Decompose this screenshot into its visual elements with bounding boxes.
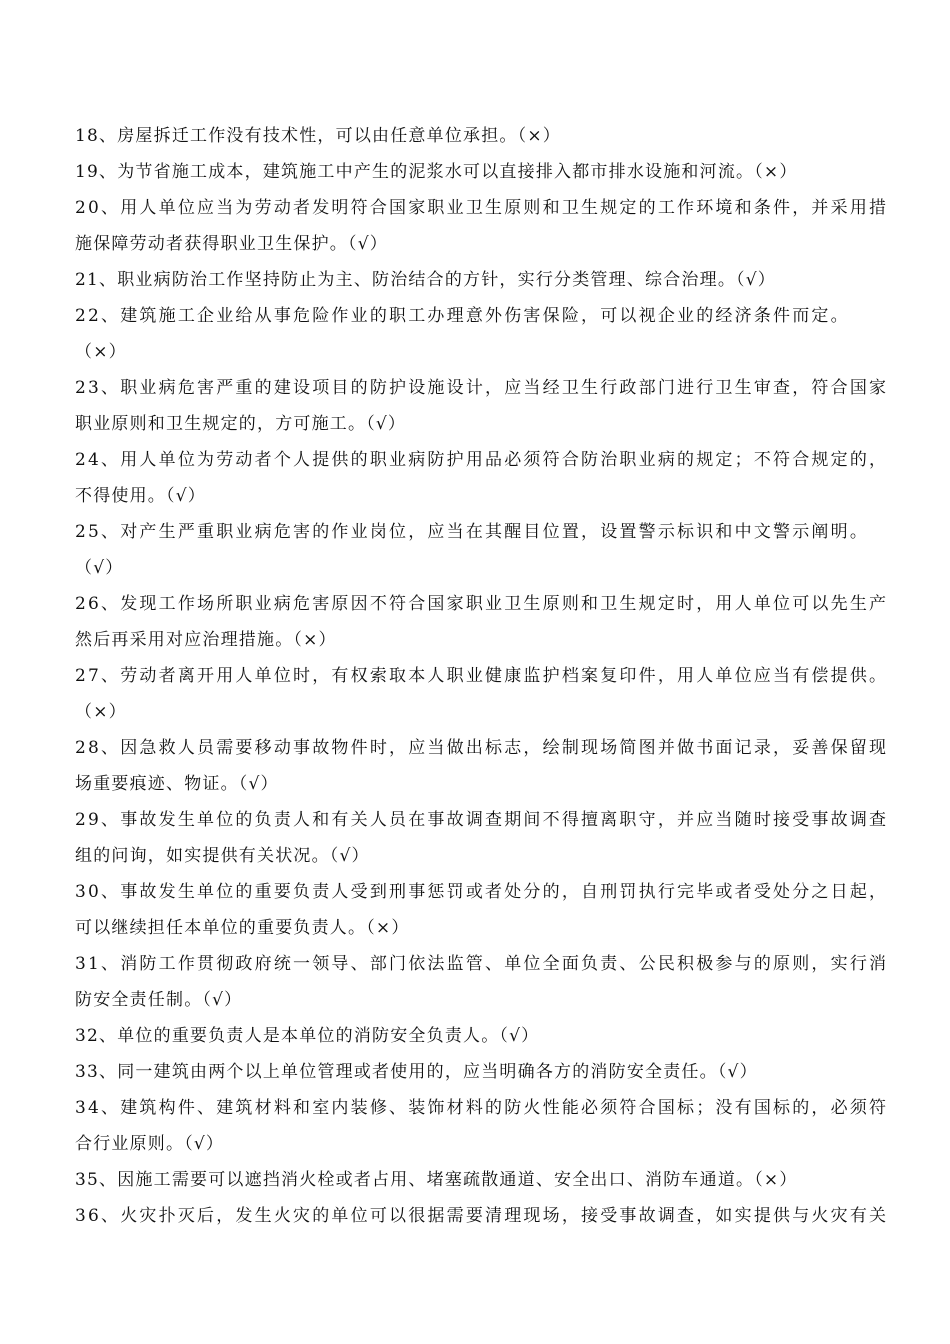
text-line: 32、单位的重要负责人是本单位的消防安全负责人。（√） (75, 1026, 540, 1046)
text-line: （×） (75, 342, 127, 362)
text-line: 29、事故发生单位的负责人和有关人员在事故调查期间不得擅离职守，并应当随时接受事故调查 (75, 810, 889, 830)
text-line: 19、为节省施工成本，建筑施工中产生的泥浆水可以直接排入都市排水设施和河流。（×） (75, 162, 798, 182)
text-line: 防安全责任制。（√） (75, 990, 243, 1010)
text-line: 施保障劳动者获得职业卫生保护。（√） (75, 234, 388, 254)
text-line: 职业原则和卫生规定的，方可施工。（√） (75, 414, 407, 434)
text-line: 21、职业病防治工作坚持防止为主、防治结合的方针，实行分类管理、综合治理。（√） (75, 270, 776, 290)
text-line: 场重要痕迹、物证。（√） (75, 774, 279, 794)
text-line: 36、火灾扑灭后，发生火灾的单位可以很据需要清理现场，接受事故调查，如实提供与火灾有关 (75, 1206, 889, 1226)
text-line: 34、建筑构件、建筑材料和室内装修、装饰材料的防火性能必须符合国标；没有国标的，必须符 (75, 1098, 889, 1118)
text-line: 23、职业病危害严重的建设项目的防护设施设计，应当经卫生行政部门进行卫生审查，符合国家 (75, 378, 889, 398)
text-line: 20、用人单位应当为劳动者发明符合国家职业卫生原则和卫生规定的工作环境和条件，并采用措 (75, 198, 889, 218)
text-line: 合行业原则。（√） (75, 1134, 225, 1154)
text-line: 不得使用。（√） (75, 486, 206, 506)
text-line: 24、用人单位为劳动者个人提供的职业病防护用品必须符合防治职业病的规定；不符合规定的， (75, 450, 889, 470)
text-line: （√） (75, 558, 124, 578)
text-line: 25、对产生严重职业病危害的作业岗位，应当在其醒目位置，设置警示标识和中文警示阐明。 (75, 522, 870, 542)
text-line: （×） (75, 702, 127, 722)
text-line: 28、因急救人员需要移动事故物件时，应当做出标志，绘制现场简图并做书面记录，妥善保留现 (75, 738, 889, 758)
text-line: 35、因施工需要可以遮挡消火栓或者占用、堵塞疏散通道、安全出口、消防车通道。（×） (75, 1170, 798, 1190)
text-line: 可以继续担任本单位的重要负责人。（×） (75, 918, 410, 938)
text-line: 31、消防工作贯彻政府统一领导、部门依法监管、单位全面负责、公民积极参与的原则，实行消 (75, 954, 889, 974)
text-line: 22、建筑施工企业给从事危险作业的职工办理意外伤害保险，可以视企业的经济条件而定。 (75, 306, 850, 326)
text-line: 18、房屋拆迁工作没有技术性，可以由任意单位承担。（×） (75, 126, 561, 146)
text-line: 然后再采用对应治理措施。（×） (75, 630, 337, 650)
text-line: 组的问询，如实提供有关状况。（√） (75, 846, 370, 866)
text-line: 27、劳动者离开用人单位时，有权索取本人职业健康监护档案复印件，用人单位应当有偿提供。 (75, 666, 889, 686)
text-line: 33、同一建筑由两个以上单位管理或者使用的，应当明确各方的消防安全责任。（√） (75, 1062, 758, 1082)
text-line: 30、事故发生单位的重要负责人受到刑事惩罚或者处分的，自刑罚执行完毕或者受处分之日起， (75, 882, 889, 902)
text-line: 26、发现工作场所职业病危害原因不符合国家职业卫生原则和卫生规定时，用人单位可以先生产 (75, 594, 889, 614)
document-body (75, 118, 890, 1234)
